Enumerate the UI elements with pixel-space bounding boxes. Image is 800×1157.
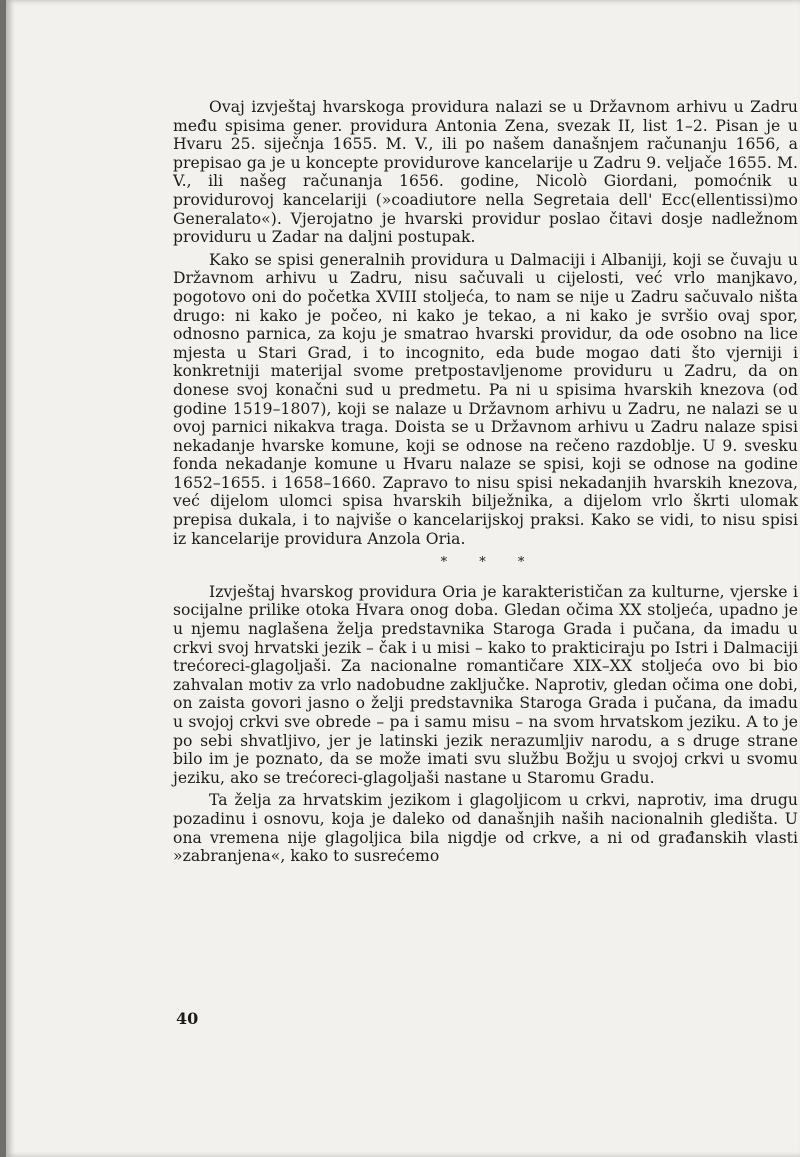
page-number: 40 <box>176 1009 199 1028</box>
section-separator: * * * <box>440 555 539 571</box>
document-page <box>6 0 800 1157</box>
paragraph-2: Kako se spisi generalnih providura u Dalmaciji i Albaniji, koji se čuvaju u Državnom arhivu u Zadru, nisu sačuvali u cijelosti, već vrlo manjkavo, pogotovo oni do početka XVIII stoljeća, to nam se nije u Zadru sačuvalo ništa drugo: ni kako je počeo, ni kako je tekao, a ni kako je svršio ovaj spor, odnosno parnica, za koju je smatrao hvarski providur, da ode osobno na lice mjesta u Stari Grad, i to incognito, eda bude mogao dati što vjerniji i konkretniji materijal svome pretpostavljenome providuru u Zadru, da on donese svoj konačni sud u predmetu. Pa ni u spisima hvarskih knezova (od godine 1519–1807), koji se nalaze u Državnom arhivu u Zadru, ne nalazi se u ovoj parnici nikakva traga. Doista se u Državnom arhivu u Zadru nalaze spisi nekadanje hvarske komune, koji se odnose na rečeno razdoblje. U 9. svesku fonda nekadanje komune u Hvaru nalaze se spisi, koji se odnose na godine 1652–1655. i 1658–1660. Zapravo to nisu spisi nekadanjih hvarskih knezova, već dijelom ulomci spisa hvarskih bilježnika, a dijelom vrlo škrti ulomak prepisa dukala, i to najviše o kancelarijskoj praksi. Kako se vidi, to nisu spisi iz kancelarije providura Anzola Oria. <box>173 250 798 548</box>
paragraph-1: Ovaj izvještaj hvarskoga providura nalazi se u Državnom arhivu u Zadru među spisima gener. providura Antonia Zena, svezak II, list 1–2. Pisan je u Hvaru 25. siječnja 1655. M. V., ili po našem današnjem računanju 1656, a prepisao ga je u koncepte providurove kancelarije u Zadru 9. veljače 1655. M. V., ili našeg računanja 1656. godine, Nicolò Giordani, pomoćnik u providurovoj kancelariji (»coadiutore nella Segretaia dell' Ecc(ellentissi)mo Generalato«). Vjerojatno je hvarski providur poslao čitavi dosje nadležnom providuru u Zadar na daljni postupak. <box>173 98 798 247</box>
body-text <box>173 98 798 870</box>
paragraph-4: Ta želja za hrvatskim jezikom i glagoljicom u crkvi, naprotiv, ima drugu pozadinu i osnovu, koja je daleko od današnjih naših nacionalnih gledišta. U ona vremena nije glagoljica bila nigdje od crkve, a ni od građanskih vlasti »zabranjena«, kako to susrećemo <box>173 791 798 866</box>
paragraph-3: Izvještaj hvarskog providura Oria je karakterističan za kulturne, vjerske i socijalne prilike otoka Hvara onog doba. Gledan očima XX stoljeća, upadno je u njemu naglašena želja predstavnika Staroga Grada i pučana, da imadu u crkvi svoj hrvatski jezik – čak i u misi – kako to prakticiraju po Istri i Dalmaciji trećoreci-glagoljaši. Za nacionalne romantičare XIX–XX stoljeća ovo bi bio zahvalan motiv za vrlo nadobudne zaključke. Naprotiv, gledan očima one dobi, on zaista govori jasno o želji predstavnika Staroga Grada i pučana, da imadu u svojoj crkvi sve obrede – pa i samu misu – na svom hrvatskom jeziku. A to je po sebi shvatljivo, jer je latinski jezik nerazumljiv narodu, a s druge strane bilo im je poznato, da se može imati svu službu Božju u svojoj crkvi u svomu jeziku, ako se trećoreci-glagoljaši nastane u Staromu Gradu. <box>173 582 798 787</box>
